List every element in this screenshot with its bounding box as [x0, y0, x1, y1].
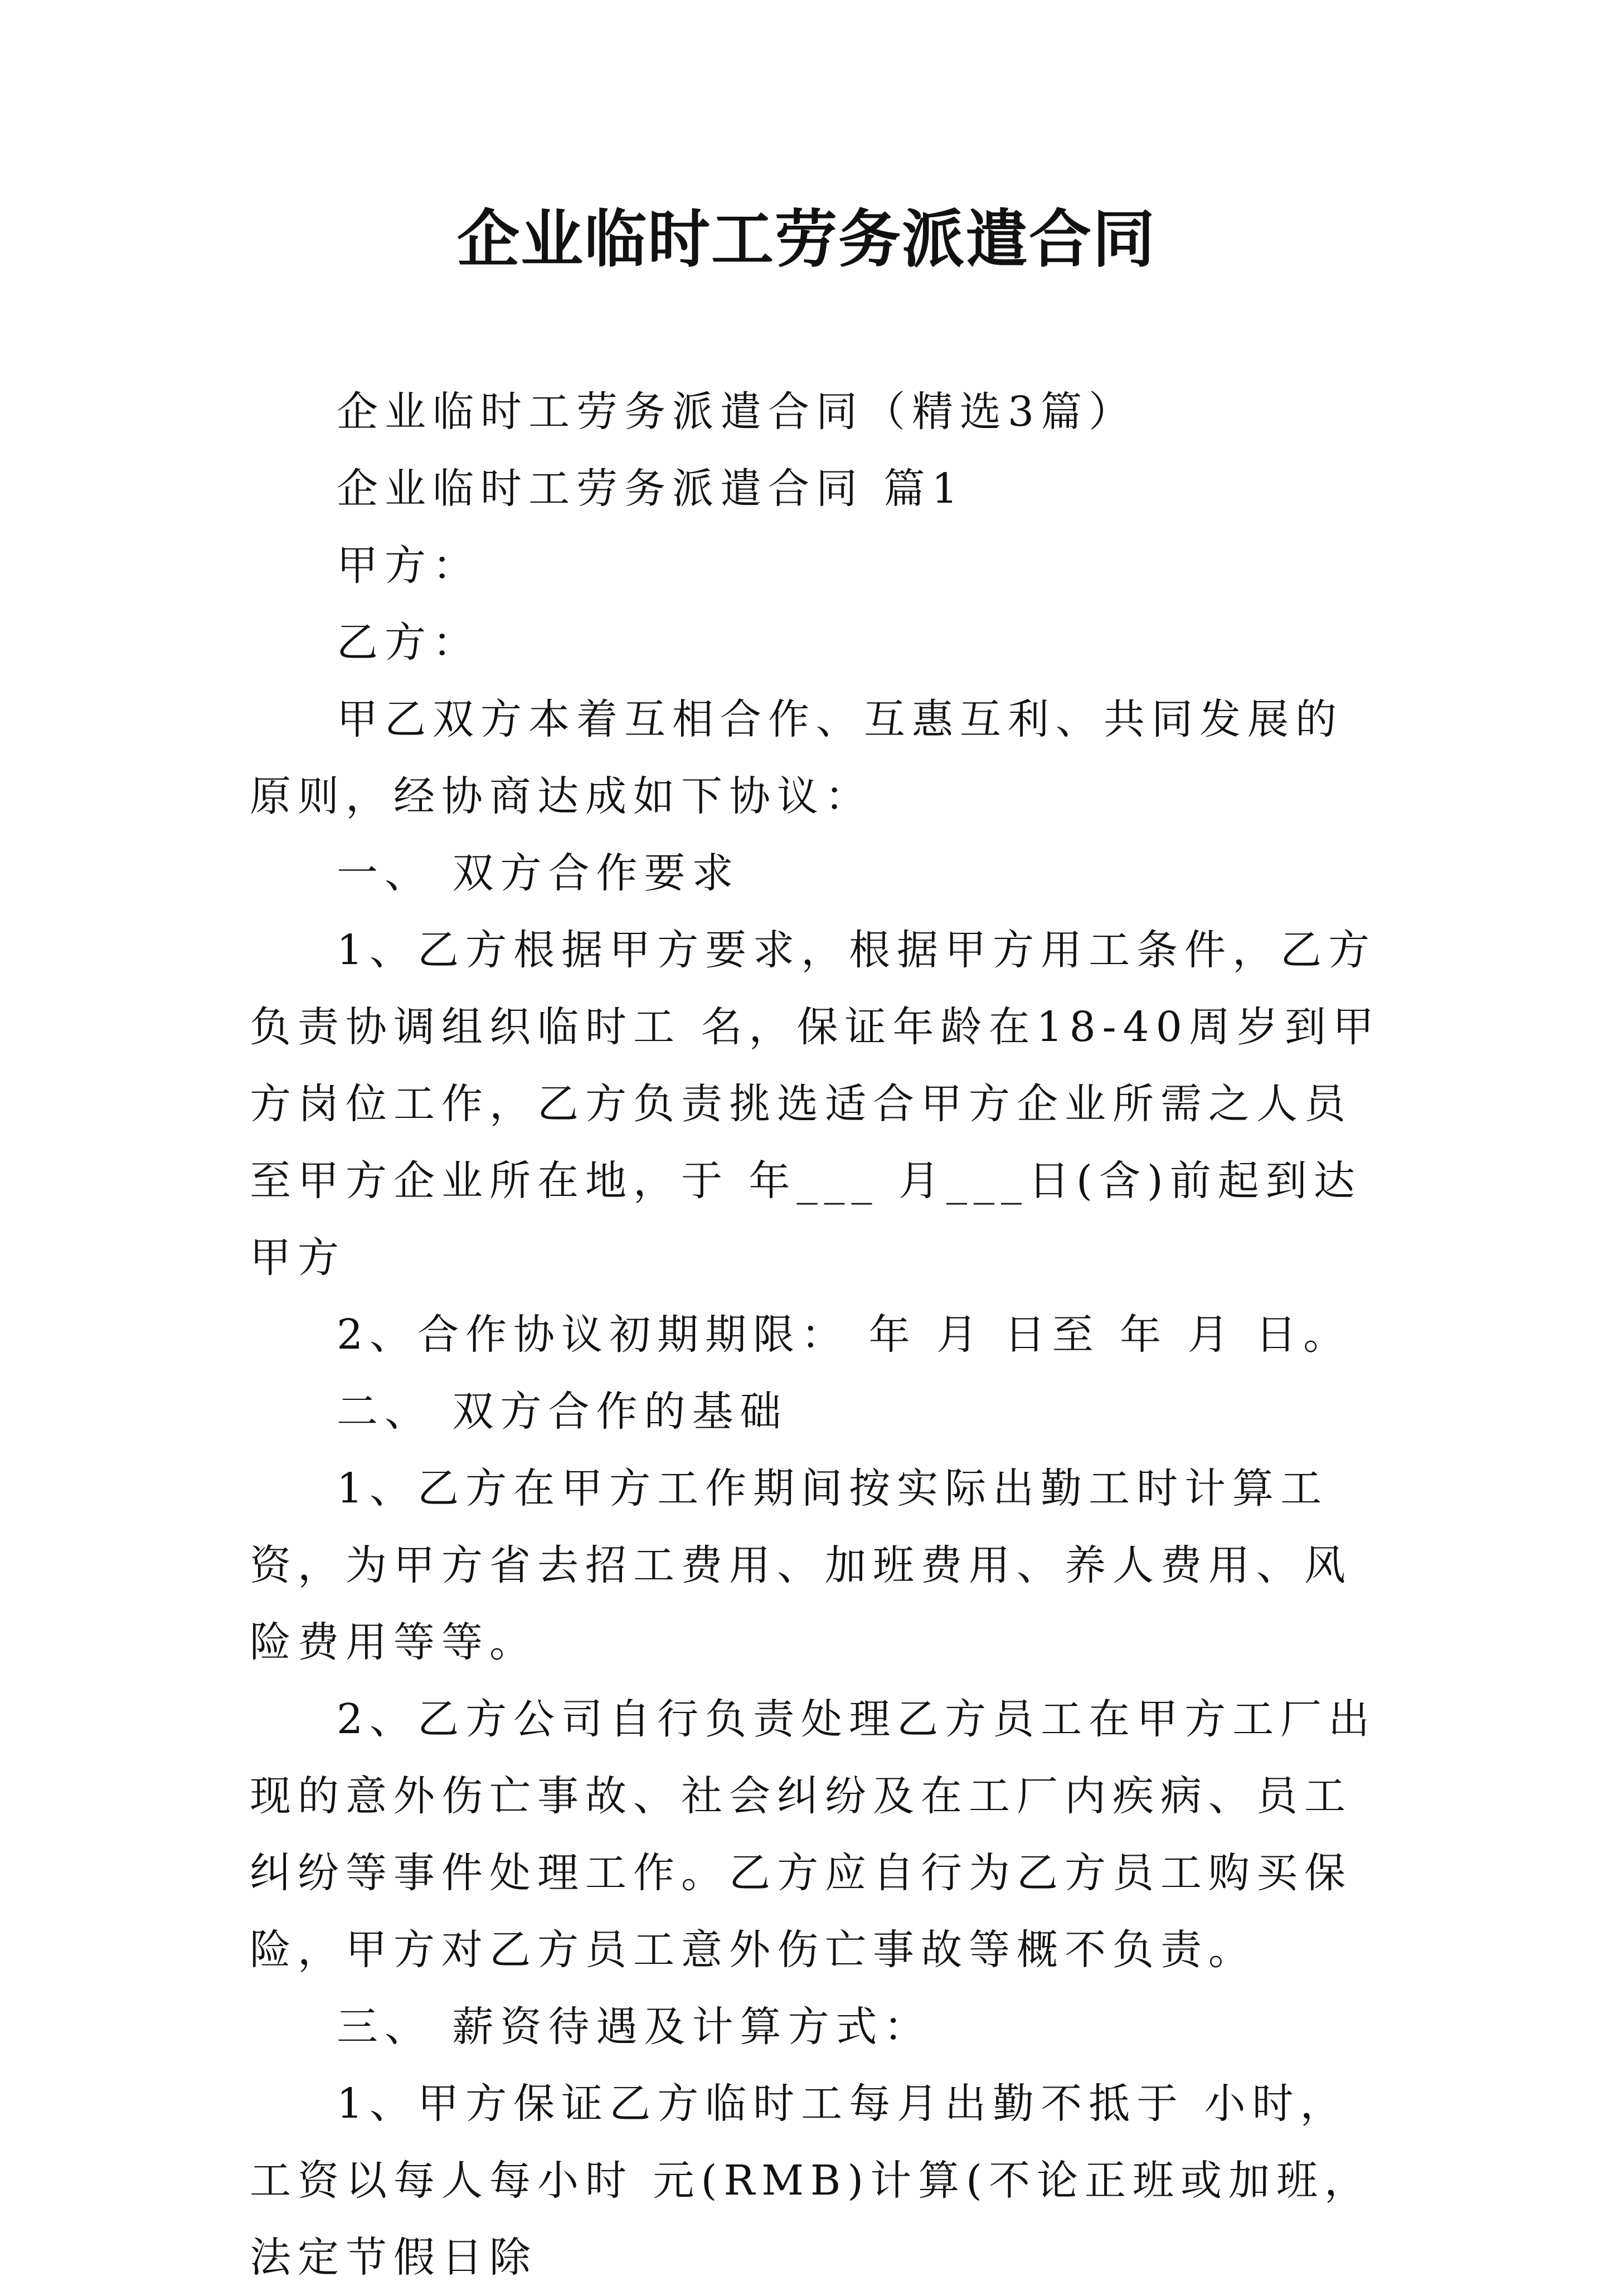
- section-heading-2: 二、 双方合作的基础: [337, 1388, 788, 1436]
- paragraph-subtitle: 企业临时工劳务派遣合同（精选3篇）: [337, 388, 1137, 436]
- paragraph-party-b: 乙方：: [337, 619, 480, 667]
- section-heading-3: 三、 薪资待遇及计算方式：: [337, 2003, 932, 2051]
- clause-1-2: 2、合作协议初期期限： 年 月 日至 年 月 日。: [337, 1311, 1352, 1359]
- clause-2-2: 2、乙方公司自行负责处理乙方员工在甲方工厂出现的意外伤亡事故、社会纠纷及在工厂内疾病、员工纠纷等事件处理工作。乙方应自行为乙方员工购买保险，甲方对乙方员工意外伤亡事故等概不负责。: [250, 1695, 1377, 1974]
- document-body: [250, 373, 1387, 2296]
- section-heading-1: 一、 双方合作要求: [337, 849, 740, 897]
- paragraph-party-a: 甲方：: [337, 542, 480, 590]
- clause-2-1: 1、乙方在甲方工作期间按实际出勤工时计算工资，为甲方省去招工费用、加班费用、养人费用、风险费用等等。: [250, 1465, 1352, 1666]
- paragraph-preamble: 甲乙双方本着互相合作、互惠互利、共同发展的原则，经协商达成如下协议：: [250, 695, 1343, 820]
- clause-3-1: 1、甲方保证乙方临时工每月出勤不抵于 小时，工资以每人每小时 元(RMB)计算(不论正班或加班，法定节假日除: [250, 2080, 1372, 2282]
- paragraph-part-heading: 企业临时工劳务派遣合同 篇1: [337, 465, 965, 513]
- document-title: 企业临时工劳务派遣合同: [457, 203, 1156, 276]
- clause-1-1: 1、乙方根据甲方要求，根据甲方用工条件，乙方负责协调组织临时工 名，保证年龄在18-40周岁到甲方岗位工作，乙方负责挑选适合甲方企业所需之人员至甲方企业所在地，于 年___ 月___日(含)前起到达甲方: [250, 926, 1381, 1282]
